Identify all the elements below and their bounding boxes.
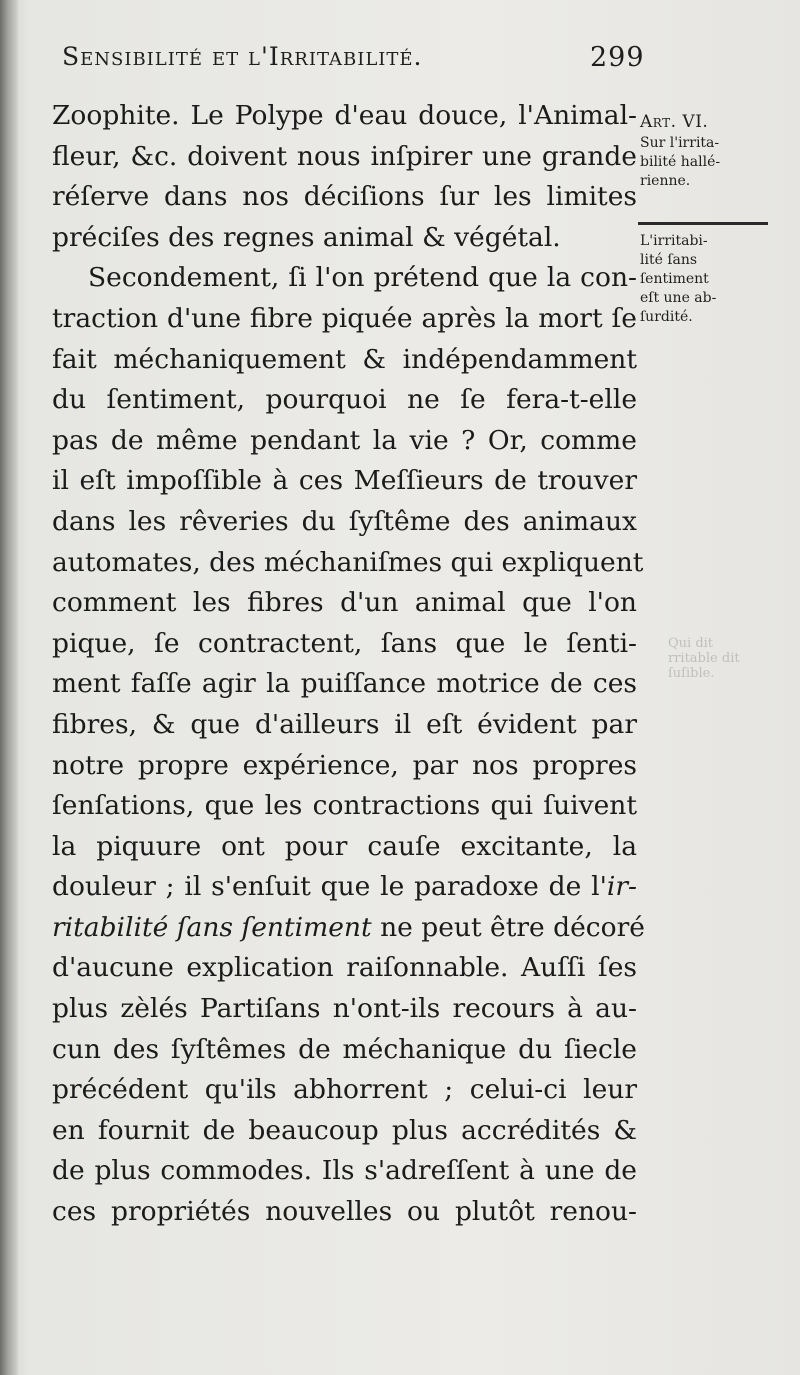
text-line: réſerve dans nos déciſions ſur les limites [52,181,637,213]
margin-note-irritability [640,232,790,327]
text-line: fait méchaniquement & indépendamment [52,343,637,375]
text-line: fleur, &c. doivent nous inſpirer une grande [52,140,637,172]
text-line: automates, des méchaniſmes qui expliquent [52,546,644,578]
main-text-block [52,96,645,1233]
text-line: plus zèlés Partiſans n'ont-ils recours à au- [52,993,637,1025]
page-number: 299 [590,42,645,73]
italic-term: ritabilité ſans ſentiment [52,911,372,943]
bleed-line: rritable dit [668,651,740,666]
text-line: pas de même pendant la vie ? Or, comme [52,424,637,456]
text-line: il eſt impoſſible à ces Meſſieurs de trouver [52,465,637,497]
margin-note-line: lité ſans [640,252,698,268]
text-line: dans les rêveries du ſyſtême des animaux [52,505,637,537]
margin-note-line: bilité hallé- [640,154,721,170]
italic-term: ir- [606,871,637,903]
margin-note-line: eſt une ab- [640,290,717,306]
bleed-line: Qui dit [668,636,714,651]
text-line: précédent qu'ils abhorrent ; celui-ci leur [52,1074,637,1106]
text-line: notre propre expérience, par nos propres [52,749,637,781]
running-title: Sensibilité et l'Irritabilité. [62,42,423,71]
margin-note-line: ſentiment [640,271,709,287]
text-line: comment les fibres d'un animal que l'on [52,587,637,619]
margin-note-line: L'irritabi- [640,233,708,249]
text-line: la piquure ont pour cauſe excitante, la [52,830,637,862]
bleed-through-text [668,636,758,706]
text-line: du ſentiment, pourquoi ne ſe fera-t-elle [52,384,637,416]
margin-note-line: rienne. [640,173,691,189]
text-line: douleur ; il s'enſuit que le paradoxe de l'ir- [52,871,637,903]
text-line: ment faſſe agir la puiſſance motrice de ces [52,668,637,700]
paragraph-start-line: Secondement, ſi l'on prétend que la con- [88,262,637,294]
running-header [62,36,652,80]
text-line: d'aucune explication raiſonnable. Auſſi ſes [52,952,637,984]
margin-divider-rule [638,222,768,225]
page-gutter-shadow [0,0,18,1375]
margin-note-line: ſurdité. [640,309,693,325]
margin-note-line: Sur l'irrita- [640,135,720,151]
text-line: pique, ſe contractent, ſans que le ſenti- [52,627,637,659]
text-line: préciſes des regnes animal & végétal. [52,221,561,253]
text-line: cun des ſyſtêmes de méchanique du ſiecle [52,1033,637,1065]
margin-note-article [640,110,790,191]
text-line: de plus commodes. Ils s'adreſſent à une de [52,1155,637,1187]
text-line: fibres, & que d'ailleurs il eſt évident par [52,708,637,740]
text-line: en fournit de beaucoup plus accrédités & [52,1114,637,1146]
text-line: ritabilité ſans ſentiment ne peut être décoré [52,911,645,943]
text-line: ces propriétés nouvelles ou plutôt renou- [52,1196,637,1228]
text-line: traction d'une fibre piquée après la mort ſe [52,302,637,334]
text-line: ſenſations, que les contractions qui ſuivent [52,790,637,822]
text-line: Zoophite. Le Polype d'eau douce, l'Animal- [52,100,637,131]
article-number: Art. VI. [640,112,709,132]
bleed-line: ſuſible. [668,666,715,681]
